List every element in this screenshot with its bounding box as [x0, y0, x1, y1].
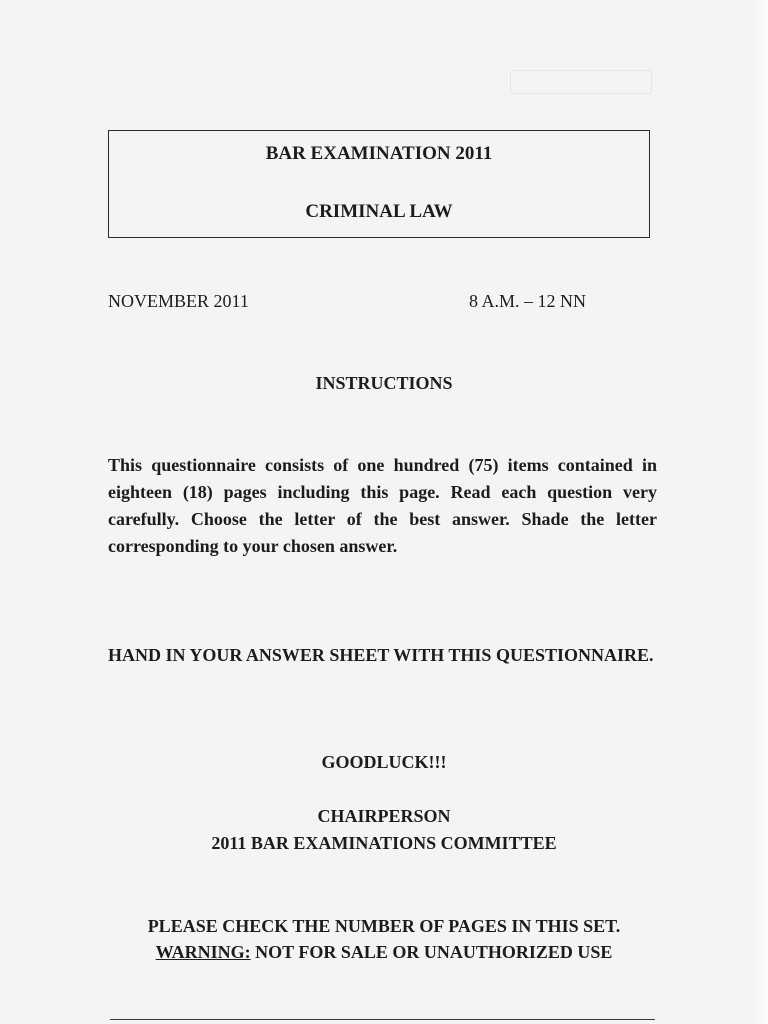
instructions-heading: INSTRUCTIONS: [315, 373, 453, 393]
goodluck-text: GOODLUCK!!!: [321, 752, 447, 772]
exam-date: NOVEMBER 2011: [108, 291, 249, 311]
exam-title: BAR EXAMINATION 2011: [265, 143, 493, 164]
title-box: [108, 130, 650, 238]
warning-notice: [0, 942, 768, 963]
signatory-committee: 2011 BAR EXAMINATIONS COMMITTEE: [211, 833, 557, 853]
bottom-rule: [110, 1019, 655, 1020]
page-edge-shade: [748, 0, 768, 1024]
warning-label: WARNING:: [155, 942, 251, 962]
warning-text: NOT FOR SALE OR UNAUTHORIZED USE: [250, 942, 613, 962]
faint-stamp-mark: [510, 70, 652, 94]
exam-subject: CRIMINAL LAW: [305, 201, 453, 222]
hand-in-notice: HAND IN YOUR ANSWER SHEET WITH THIS QUESTIONNAIRE.: [108, 645, 654, 665]
check-pages-notice: PLEASE CHECK THE NUMBER OF PAGES IN THIS SET.: [147, 916, 621, 936]
instructions-paragraph: This questionnaire consists of one hundred (75) items contained in eighteen (18) pages including this page. Read each question very carefully. Choose the letter of the best answer. Shade the letter corresponding to your chosen answer.: [108, 455, 657, 556]
exam-time: 8 A.M. – 12 NN: [469, 291, 587, 311]
signatory-title: CHAIRPERSON: [317, 806, 451, 826]
